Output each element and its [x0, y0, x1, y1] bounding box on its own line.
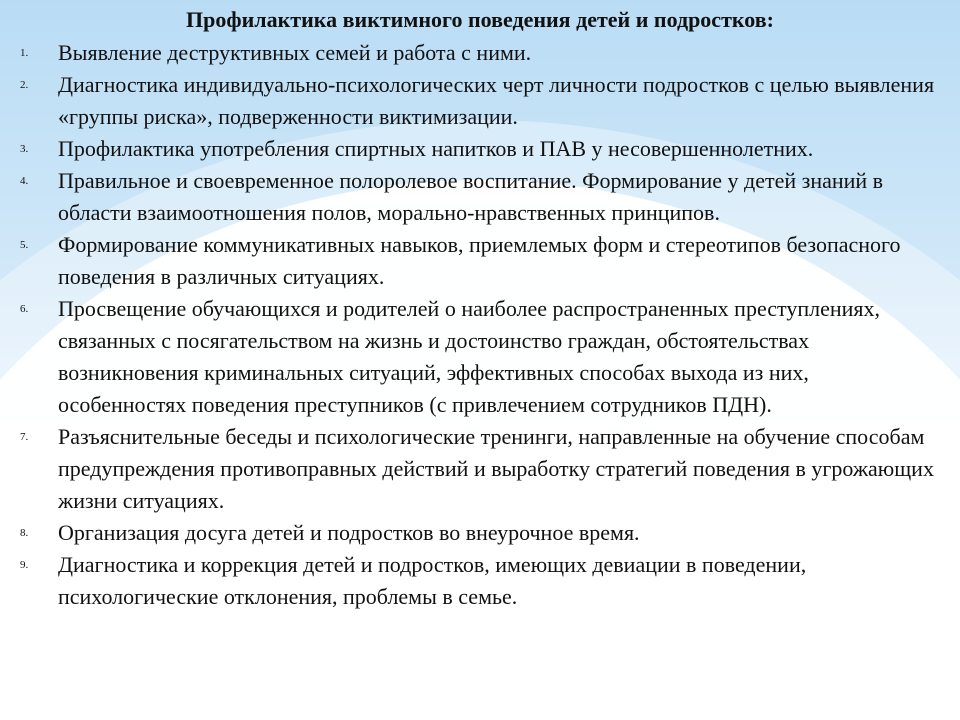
prevention-list — [0, 37, 960, 613]
list-item — [0, 133, 960, 165]
list-item-number: 3. — [20, 143, 29, 155]
list-item-text: Выявление деструктивных семей и работа с ними. — [58, 40, 532, 65]
list-item-number: 1. — [20, 47, 29, 59]
list-item-text: Диагностика и коррекция детей и подростков, имеющих девиации в поведении, психологические отклонения, проблемы в семье. — [58, 552, 807, 609]
list-item-text: Диагностика индивидуально-психологических черт личности подростков с целью выявления «группы риска», подверженности виктимизации. — [58, 72, 935, 129]
list-item — [0, 165, 960, 229]
list-item — [0, 37, 960, 69]
list-item-text: Правильное и своевременное полоролевое воспитание. Формирование у детей знаний в области взаимоотношения полов, морально-нравственных принципов. — [58, 168, 884, 225]
list-item-number: 6. — [20, 303, 29, 315]
list-item-text: Организация досуга детей и подростков во внеурочное время. — [58, 520, 640, 545]
list-item — [0, 293, 960, 421]
list-item-number: 8. — [20, 527, 29, 539]
list-item-number: 4. — [20, 175, 29, 187]
list-item-number: 2. — [20, 79, 29, 91]
list-item — [0, 549, 960, 613]
list-item-number: 5. — [20, 239, 29, 251]
list-item-text: Профилактика употребления спиртных напитков и ПАВ у несовершеннолетних. — [58, 136, 814, 161]
slide-title: Профилактика виктимного поведения детей и подростков: — [186, 7, 774, 32]
list-item — [0, 421, 960, 517]
list-item-number: 9. — [20, 559, 29, 571]
list-item-number: 7. — [20, 431, 29, 443]
list-item-text: Разъяснительные беседы и психологические тренинги, направленные на обучение способам предупреждения противоправных действий и выработку стратегий поведения в угрожающих жизни ситуациях. — [58, 424, 934, 513]
list-item-text: Просвещение обучающихся и родителей о наиболее распространенных преступлениях, связанных с посягательством на жизнь и достоинство граждан, обстоятельствах возникновения криминальных ситуаций, эффективных способах выхода из них, особенностях поведения преступников (с привлечением сотрудников ПДН). — [58, 296, 881, 417]
list-item — [0, 229, 960, 293]
list-item-text: Формирование коммуникативных навыков, приемлемых форм и стереотипов безопасного поведения в различных ситуациях. — [58, 232, 901, 289]
list-item — [0, 517, 960, 549]
list-item — [0, 69, 960, 133]
